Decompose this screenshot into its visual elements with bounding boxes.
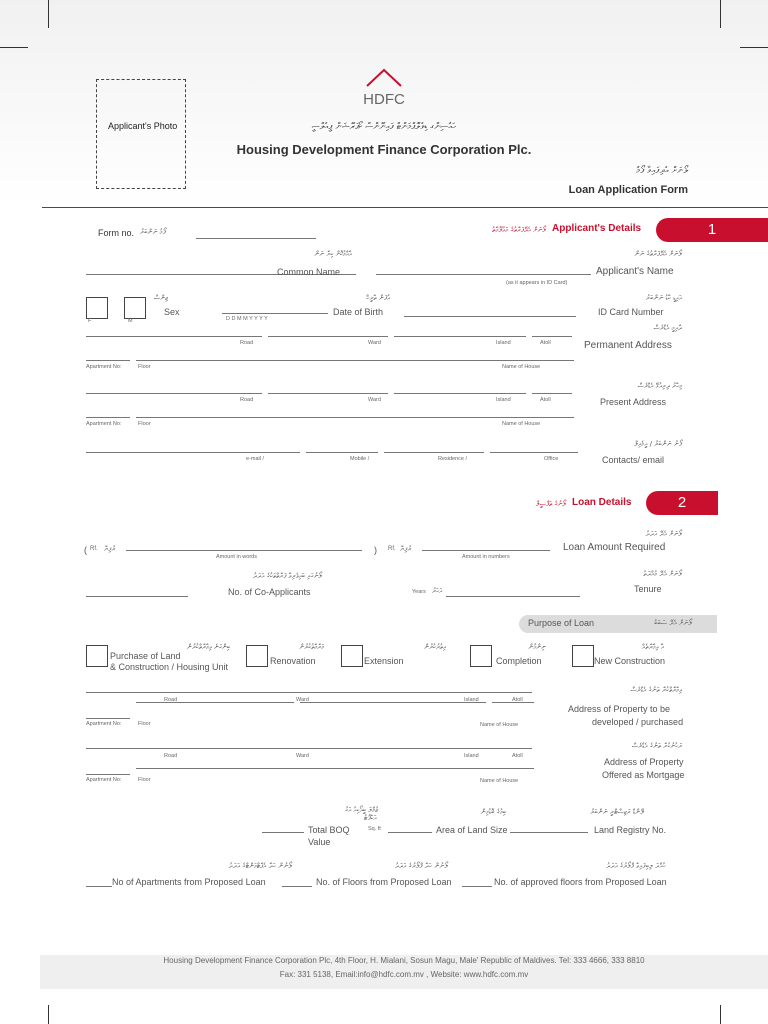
floor-label: Floor (138, 421, 151, 427)
present-atoll-field[interactable] (532, 393, 572, 394)
permanent-address-label: Permanent Address (584, 340, 672, 351)
present-house-field[interactable] (136, 417, 574, 418)
sex-female-checkbox[interactable] (86, 297, 108, 319)
logo-text: HDFC (363, 91, 405, 108)
mortgage-apartment-field[interactable] (86, 774, 130, 775)
purpose-label: Purpose of Loan (528, 618, 595, 628)
road-label: Road (164, 753, 178, 759)
floor-label: Floor (138, 364, 151, 370)
house-label: Name of House (502, 364, 541, 370)
dob-format: D D M M Y Y Y Y (226, 316, 268, 322)
crop-mark (720, 0, 721, 28)
ward-label: Ward (296, 753, 309, 759)
mortgage-address-label-2: Offered as Mortgage (602, 770, 685, 780)
mortgage-address-label: Address of Property (604, 757, 684, 767)
photo-label: Applicant's Photo (108, 121, 178, 131)
contacts-label: Contacts/ email (602, 455, 665, 465)
atoll-label: Atoll (512, 697, 523, 703)
present-ward-field[interactable] (268, 393, 388, 394)
sex-m-label: M (128, 318, 133, 324)
develop-address-line[interactable] (86, 692, 532, 693)
land-registry-field[interactable] (510, 832, 588, 833)
rf-label: Rf. (388, 546, 396, 552)
dob-field[interactable] (222, 313, 328, 314)
crop-mark (48, 0, 49, 28)
island-label: Island (464, 753, 479, 759)
purpose-completion-dv: ނިންމުން (528, 643, 546, 651)
apartments-count-dv: ލޯނުން ހަދާ އެޕާޓްމަންޓްގެ އަދަދު (228, 862, 292, 870)
house-label: Name of House (480, 722, 519, 728)
applicant-name-label: Applicant's Name (596, 266, 674, 277)
applicant-name-dv: ލޯނަށް އެދޭފަރާތުގެ ނަން (634, 250, 682, 258)
present-address-dv: މިހާރު ދިރިއުޅޭ އެޑްރެސް (637, 382, 682, 390)
email-field[interactable] (86, 452, 300, 453)
years-label: Years (412, 589, 426, 595)
form-title: Loan Application Form (568, 184, 688, 196)
present-island-field[interactable] (394, 393, 526, 394)
mortgage-house-field[interactable] (136, 768, 534, 769)
boq-dv: ޖުމްލަ ބީއޯކިއު އަގު (345, 806, 378, 814)
footer-address: Housing Development Finance Corporation Plc, 4th Floor, H. Mialani, Sosun Magu, Male' Republic of Maldives. Tel: 333 4666, 333 8810 (163, 956, 645, 965)
form-no-field[interactable] (196, 238, 316, 239)
residence-label: Residence / (438, 456, 468, 462)
section2-title-dv: ލޯނުގެ ތަފްސީލް (535, 500, 566, 508)
sex-f-label: F (88, 318, 92, 324)
apartment-label: Apartment No: (86, 364, 122, 370)
form-no-label-dv: ފޯމު ނަންބަރު (140, 228, 166, 236)
mobile-field[interactable] (306, 452, 378, 453)
apartments-count-field[interactable] (86, 886, 112, 887)
form-title-dv: ލޯނަށް އެދިފައިވާ ފޯމު (636, 166, 688, 176)
sex-label: Sex (164, 307, 180, 317)
contacts-dv: ފޯނު ނަންބަރު / އީމެއިލް (634, 440, 682, 448)
permanent-atoll-field[interactable] (532, 336, 572, 337)
sex-label-dv: ޖިންސް (154, 294, 168, 302)
floors-count-label: No. of Floors from Proposed Loan (316, 877, 452, 887)
floor-label: Floor (138, 721, 151, 727)
purpose-extension-label: Extension (364, 656, 404, 666)
rf-paren-close: ) (374, 545, 377, 555)
rf-paren-open: ( (84, 545, 87, 555)
purpose-new-checkbox[interactable] (572, 645, 594, 667)
loan-amount-dv: ލޯނަށް އެދޭ އަދަދު (645, 530, 682, 538)
apartment-label: Apartment No: (86, 421, 122, 427)
approved-floors-field[interactable] (462, 886, 492, 887)
develop-apartment-field[interactable] (86, 718, 130, 719)
id-card-field[interactable] (404, 316, 576, 317)
office-label: Office (544, 456, 559, 462)
boq-label: Total BOQ (308, 825, 350, 835)
purpose-renovation-dv: މަރާމާތުކުރުން (299, 643, 324, 651)
permanent-house-field[interactable] (136, 360, 574, 361)
common-name-dv: އާއްމުކޮށް ކިޔާ ނަން (314, 250, 352, 258)
form-no-label: Form no. (98, 228, 135, 238)
purpose-new-label: New Construction (594, 656, 666, 666)
purpose-land-label-2: & Construction / Housing Unit (110, 662, 229, 672)
crop-mark (48, 1005, 49, 1024)
mobile-label: Mobile / (350, 456, 370, 462)
floors-count-field[interactable] (282, 886, 312, 887)
develop-road-field[interactable] (136, 702, 294, 703)
apartments-count-label: No of Apartments from Proposed Loan (112, 877, 266, 887)
purpose-label-dv: ލޯނަށް އެދޭ ސަބަބު (654, 619, 692, 627)
boq-field[interactable] (262, 832, 304, 833)
island-label: Island (496, 340, 511, 346)
name-note: (as it appears in ID Card) (506, 280, 568, 286)
floors-count-dv: ލޯނުން ހަދާ ފްލޯރުގެ އަދަދު (394, 862, 448, 870)
loan-amount-label: Loan Amount Required (563, 542, 666, 553)
residence-field[interactable] (384, 452, 484, 453)
crop-mark (720, 1005, 721, 1024)
crop-mark (0, 47, 28, 48)
permanent-address-dv: ދާއިމީ އެޑްރެސް (653, 324, 682, 332)
email-label: e-mail / (246, 456, 265, 462)
loan-amount-numbers-field[interactable] (422, 550, 550, 551)
permanent-ward-field[interactable] (268, 336, 388, 337)
mortgage-address-line[interactable] (86, 748, 532, 749)
purpose-completion-checkbox[interactable] (470, 645, 492, 667)
amount-in-numbers-label: Amount in numbers (462, 554, 510, 560)
company-name: Housing Development Finance Corporation Plc. (236, 142, 532, 157)
tenure-field[interactable] (446, 596, 580, 597)
hdfc-logo (358, 64, 410, 114)
land-registry-dv: ލޭންޑް ރަޖިސްޓްރީ ނަންބަރު (590, 808, 644, 816)
id-card-label: ID Card Number (598, 307, 664, 317)
sex-male-checkbox[interactable] (124, 297, 146, 319)
coapplicants-label: No. of Co-Applicants (228, 587, 311, 597)
sqft-dv: އަކަފޫޓު (364, 814, 377, 822)
purpose-renovation-checkbox[interactable] (246, 645, 268, 667)
dob-label: Date of Birth (333, 307, 384, 317)
develop-address-dv: ޢިމާރާތްކުރާ ތަނުގެ އެޑްރެސް (630, 686, 682, 694)
permanent-apartment-field[interactable] (86, 360, 130, 361)
present-apartment-field[interactable] (86, 417, 130, 418)
rf-label-dv: ރުފިޔާ (400, 545, 412, 553)
applicant-name-field[interactable] (376, 274, 591, 275)
approved-floors-label: No. of approved floors from Proposed Loan (494, 877, 667, 887)
tenure-label: Tenure (634, 584, 662, 594)
ward-label: Ward (296, 697, 309, 703)
section2-title: Loan Details (572, 497, 632, 508)
rf-label-dv: ރުފިޔާ (104, 545, 116, 553)
id-label-dv: އައިޑީ ކާޑު ނަންބަރު (645, 294, 682, 302)
section1-title-dv: ލޯނަށް އެދޭފަރާތުގެ މަޢުލޫމާތު (492, 226, 546, 234)
land-area-field[interactable] (388, 832, 432, 833)
loan-amount-words-field[interactable] (126, 550, 362, 551)
road-label: Road (240, 340, 254, 346)
apartment-label: Apartment No: (86, 777, 122, 783)
island-label: Island (464, 697, 479, 703)
coapplicants-field[interactable] (86, 596, 188, 597)
purpose-land-label: Purchase of Land (110, 651, 181, 661)
years-label-dv: އަހަރު (432, 587, 443, 595)
island-label: Island (496, 397, 511, 403)
permanent-road-field[interactable] (86, 336, 262, 337)
atoll-label: Atoll (540, 340, 551, 346)
amount-in-words-label: Amount in words (216, 554, 257, 560)
purpose-land-dv: ބިންގަނެ ޢިމާރާތްކުރުން (186, 643, 230, 651)
land-area-dv: ބިމުގެ ބޮޑުމިން (480, 808, 506, 816)
mortgage-address-dv: ރަހުނުކުރާ ތަނުގެ އެޑްރެސް (631, 742, 682, 750)
ward-label: Ward (368, 397, 381, 403)
header-divider (42, 207, 768, 208)
approved-floors-dv: ހުއްދަ ލިބިފައިވާ ފްލޯރުގެ އަދަދު (606, 862, 666, 870)
coapplicants-dv: ލޯނުގައި ބައިވެރިވާ ފަރާތްތަކުގެ އަދަދު (252, 572, 322, 580)
section1-title: Applicant's Details (552, 223, 642, 234)
atoll-label: Atoll (540, 397, 551, 403)
purpose-renovation-label: Renovation (270, 656, 316, 666)
footer-contacts: Fax: 331 5138, Email:info@hdfc.com.mv , Website: www.hdfc.com.mv (279, 970, 529, 979)
develop-ward-field[interactable] (300, 702, 486, 703)
section2-number: 2 (646, 491, 718, 515)
applicant-photo-box[interactable] (96, 79, 186, 189)
common-name-label: Common Name (277, 267, 341, 277)
purpose-new-dv: އާ ޢިމާރާތެއް (641, 643, 664, 651)
dob-label-dv: އުފަން ތާރީޚް (366, 294, 390, 302)
atoll-label: Atoll (512, 753, 523, 759)
boq-label-2: Value (308, 837, 331, 847)
house-label: Name of House (502, 421, 541, 427)
apartment-label: Apartment No: (86, 721, 122, 727)
develop-address-label: Address of Property to be (568, 704, 671, 714)
office-field[interactable] (490, 452, 578, 453)
purpose-extension-dv: އިތުރުކުރުން (424, 643, 446, 651)
floor-label: Floor (138, 777, 151, 783)
road-label: Road (164, 697, 178, 703)
land-registry-label: Land Registry No. (594, 825, 667, 835)
house-label: Name of House (480, 778, 519, 784)
ward-label: Ward (368, 340, 381, 346)
tenure-dv: ލޯނަށް އެދޭ މުއްދަތު (643, 570, 682, 578)
section1-number: 1 (656, 218, 768, 242)
crop-mark (740, 47, 768, 48)
present-address-label: Present Address (600, 397, 667, 407)
road-label: Road (240, 397, 254, 403)
present-road-field[interactable] (86, 393, 262, 394)
company-name-dv: ހައުސިންގ ޑިވެލޮޕްމަންޓް ފައިނޭންސް ކޯޕަރޭޝަން ޕީއެލްސީ (311, 122, 457, 132)
permanent-island-field[interactable] (394, 336, 526, 337)
purpose-land-checkbox[interactable] (86, 645, 108, 667)
sqft-label: Sq. ft (368, 826, 381, 832)
develop-address-label-2: developed / purchased (592, 717, 684, 727)
purpose-extension-checkbox[interactable] (341, 645, 363, 667)
land-area-label: Area of Land Size (436, 825, 508, 835)
purpose-completion-label: Completion (496, 656, 542, 666)
rf-label: Rf. (90, 546, 98, 552)
